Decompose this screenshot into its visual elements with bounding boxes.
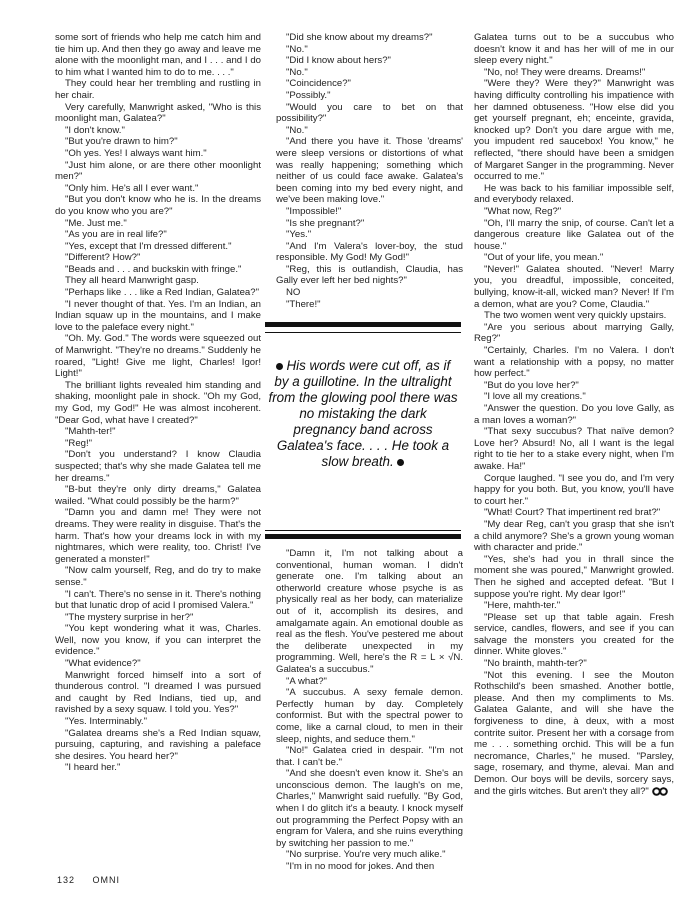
paragraph: "Oh, I'll marry the snip, of course. Can't let a dangerous creature like Galatea out of the house." (474, 217, 674, 252)
paragraph: "What now, Reg?" (484, 205, 562, 217)
paragraph: "Oh. My. God." The words were squeezed out of Manwright. "They're no dreams." Suddenly he roared, "Light! Give me light, Charles! Igor! Light!" (55, 333, 261, 380)
paragraph: "Damn it, I'm not talking about a conventional, human woman. I didn't generate one. I'm talking about an otherworld creature whose psyche is as physically real as her body, can materialize out of it, accomplish its desires, and amalgamate again. An emotional double as real as the flesh. You've pestered me about the deliberate unexpected in my programming. Well, here's the R = L × √N. Galatea's a succubus." (276, 548, 463, 675)
paragraph: "A what?" (286, 675, 327, 687)
paragraph: Galatea turns out to be a succubus who doesn't know it and has her will of me in our sleep every night." (474, 32, 674, 67)
paragraph: "Different? How?" (65, 252, 141, 264)
paragraph: "Coincidence?" (286, 78, 351, 90)
paragraph: "Damn you and damn me! They were not dreams. They were reality in disguise. That's the harm. That's how your dreams lock in with my nightmares, which were reality, too. Christ! I've generated a monster!" (55, 507, 261, 565)
paragraph: "Are you serious about marrying Gally, Reg?" (474, 321, 674, 345)
paragraph: "No surprise. You're very much alike." (286, 849, 446, 861)
paragraph: "My dear Reg, can't you grasp that she isn't a child anymore? She's a grown young woman with character and pride." (474, 518, 674, 554)
pull-quote-top-rule (265, 322, 461, 327)
paragraph: "Mahth-ter!" (65, 426, 116, 438)
paragraph: NO (286, 287, 301, 299)
bullet-icon (397, 459, 404, 466)
paragraph: "But you don't know who he is. In the dreams do you know who you are?" (55, 194, 261, 217)
paragraph: "Yes, she's had you in thrall since the moment she was poured," Manwright growled. Then he sighed and accepted defeat. "But I suppose you're right. My dear Igor!" (474, 553, 674, 600)
paragraph: "Perhaps like . . . like a Red Indian, Galatea?" (65, 287, 259, 299)
paragraph: "And she doesn't even know it. She's an unconscious demon. The laugh's on me, Charles," Manwright said ruefully. "By God, when I do glitch it's a beauty. I knock myself out programming the Perfect Popsy with an engram for Valera, and she ruins everything by switching her passion to me." (276, 768, 463, 849)
paragraph: "And there you have it. Those 'dreams' were sleep versions or distortions of what was really happening; something which neither of us could face awake. Galatea's been coming into my bed every night, and we've been making love." (276, 136, 463, 206)
paragraph: "What evidence?" (65, 658, 141, 670)
paragraph: "Yes. Interminably." (65, 716, 148, 728)
paragraph: "Did she know about my dreams?" (286, 32, 433, 43)
paragraph: "Only him. He's all I ever want." (65, 182, 199, 194)
paragraph: "Galatea dreams she's a Red Indian squaw, pursuing, capturing, and ravishing a paleface she desires. You heard her?" (55, 727, 261, 762)
paragraph: "Possibly." (286, 89, 331, 101)
paragraph: "I can't. There's no sense in it. There's nothing but that lunatic drop of acid I promised Valera." (55, 588, 261, 612)
paragraph: "Did I know about hers?" (286, 55, 391, 67)
paragraph: "A succubus. A sexy female demon. Perfectly human by day. Completely conformist. But with the spectral power to come, like a carnal cloud, to men in their sleep, nights, and seduce them." (276, 687, 463, 745)
paragraph: "The mystery surprise in her?" (65, 611, 194, 623)
paragraph: "Reg, this is outlandish, Claudia, has Gally ever left her bed nights?" (276, 263, 463, 287)
paragraph: "I don't know." (65, 124, 125, 136)
paragraph: "As you are in real life?" (65, 229, 167, 241)
pull-quote-text: His words were cut off, as if by a guillotine. In the ultralight from the glowing pool there was no mistaking the dark pregnancy band across Galatea's face. . . . He took a slow breath. (268, 358, 458, 469)
paragraph: "Please set up that table again. Fresh service, candles, flowers, and see if you can salvage the monsters you created for the dinner. White gloves." (474, 611, 674, 658)
paragraph: "B-but they're only dirty dreams," Galatea wailed. "What could possibly be the harm?" (55, 484, 261, 507)
paragraph: Manwright forced himself into a sort of thunderous control. "I dreamed I was pursued and caught by Red Indians, tied up, and ravished by a sexy squaw. I told you. Yes?" (55, 669, 261, 716)
paragraph: "What! Court? That impertinent red brat?" (484, 507, 661, 519)
paragraph: They could hear her trembling and rustling in her chair. (55, 78, 261, 101)
paragraph: "There!" (286, 298, 321, 310)
column-middle-top (276, 32, 463, 310)
page-number: 132 (57, 875, 76, 885)
paragraph: "Impossible!" (286, 205, 342, 217)
bullet-icon (276, 363, 283, 370)
paragraph: "Never!" Galatea shouted. "Never! Marry you, you dreadful, impossible, conceited, bullying, know-it-all, wicked man? Never! If I'm a demon, what are you? Come, Claudia." (474, 263, 674, 310)
paragraph: "Don't you understand? I know Claudia suspected; that's why she made Galatea tell me her dreams." (55, 449, 261, 484)
paragraph: "Out of your life, you mean." (484, 252, 604, 264)
paragraph: "That sexy succubus? That naïve demon? Love her? Absurd! No, all I want is the legal right to tie her to a stake every night, when I'm awake. Ha!" (474, 426, 674, 472)
paragraph: "You kept wondering what it was, Charles. Well, now you know, if you can interpret the evidence." (55, 623, 261, 658)
paragraph: "Me. Just me." (65, 217, 127, 229)
column-right (474, 32, 674, 797)
paragraph: "I heard her." (65, 762, 121, 774)
pull-quote-bottom-thin-rule (265, 530, 461, 531)
paragraph: "But do you love her?" (484, 379, 579, 391)
paragraph: Corque laughed. "I see you do, and I'm very happy for you both. But, you know, you'll have to court her." (474, 472, 674, 507)
pull-quote (268, 358, 458, 470)
paragraph: "But you're drawn to him?" (65, 136, 178, 148)
paragraph: "I never thought of that. Yes. I'm an Indian, an Indian squaw up in the mountains, and I make love to the paleface every night." (55, 298, 261, 333)
paragraph: "No brainth, mahth-ter?" (484, 658, 587, 670)
paragraph: "I love all my creations." (484, 391, 586, 403)
paragraph: "Certainly, Charles. I'm no Valera. I don't want a relationship with a popsy, no matter how perfect." (474, 345, 674, 380)
paragraph: "Yes, except that I'm dressed different." (65, 240, 232, 252)
paragraph: "Now calm yourself, Reg, and do try to make sense." (55, 565, 261, 588)
pull-quote-bottom-rule (265, 534, 461, 539)
paragraph: "Just him alone, or are there other moonlight men?" (55, 159, 261, 183)
paragraph: "No!" Galatea cried in despair. "I'm not that. I can't be." (276, 745, 463, 768)
paragraph: "Yes." (286, 229, 312, 241)
paragraph: "No." (286, 124, 308, 136)
magazine-name: OMNI (92, 875, 121, 885)
paragraph: The brilliant lights revealed him standing and shaking, moonlight pale in shock. "Oh my God, my God, my God!" He was almost incoherent. "Dear God, what have I created?" (55, 379, 261, 426)
paragraph: "Not this evening. I see the Mouton Rothschild's been smashed. Another bottle, please. And then my compliments to Ms. Galatea Galante, and will she have the forgiveness to dine, à deux, with a most contrite suitor. Present her with a corsage from me . . . something orchid. This will be a fun necromance, Charles," he mused. "Parsley, sage, rosemary, and thyme, alevai. Man and Demon. Our boys will be devils, sorcery says, and the girls witches. But aren't they all?" (474, 669, 674, 797)
paragraph: "Here, mahth-ter." (484, 600, 561, 612)
column-left (55, 32, 261, 774)
paragraph: Very carefully, Manwright asked, "Who is this moonlight man, Galatea?" (55, 101, 261, 125)
paragraph: "Beads and . . . and buckskin with fringe." (65, 263, 242, 275)
end-mark-icon (652, 787, 668, 796)
paragraph: They all heard Manwright gasp. (65, 275, 199, 287)
paragraph: "Is she pregnant?" (286, 217, 365, 229)
paragraph: "Would you care to bet on that possibility?" (276, 101, 463, 125)
paragraph: some sort of friends who help me catch him and tie him up. And then they go away and leave me alone with the moonlight man, and I . . . and I do to him what I wanted him to do to me. . . ." (55, 32, 261, 78)
column-middle-bottom (276, 548, 463, 873)
paragraph: "Reg!" (65, 437, 93, 449)
paragraph: "Oh yes. Yes! I always want him." (65, 147, 207, 159)
paragraph: "Answer the question. Do you love Gally, as a man loves a woman?" (474, 403, 674, 426)
paragraph: "No." (286, 43, 308, 55)
paragraph: "No, no! They were dreams. Dreams!" (484, 66, 646, 78)
pull-quote-top-thin-rule (265, 332, 461, 333)
paragraph: "No." (286, 66, 308, 78)
paragraph: "I'm in no mood for jokes. And then (286, 861, 435, 873)
paragraph: "And I'm Valera's lover-boy, the stud responsible. My God! My God!" (276, 240, 463, 264)
paragraph: The two women went very quickly upstairs. (484, 310, 667, 322)
page-footer (57, 875, 134, 885)
paragraph: He was back to his familiar impossible self, and everybody relaxed. (474, 182, 674, 206)
paragraph: "Were they? Were they?" Manwright was having difficulty controlling his impatience with her damned obtuseness. "How else did you get yourself pregnant, eh; enceinte, gravida, knocked up? Don't you dare argue with me, you impudent red saucebox! You know," he reflected, "there should have been a smidgen of Margaret Sanger in the programming. Never occurred to me." (474, 78, 674, 183)
